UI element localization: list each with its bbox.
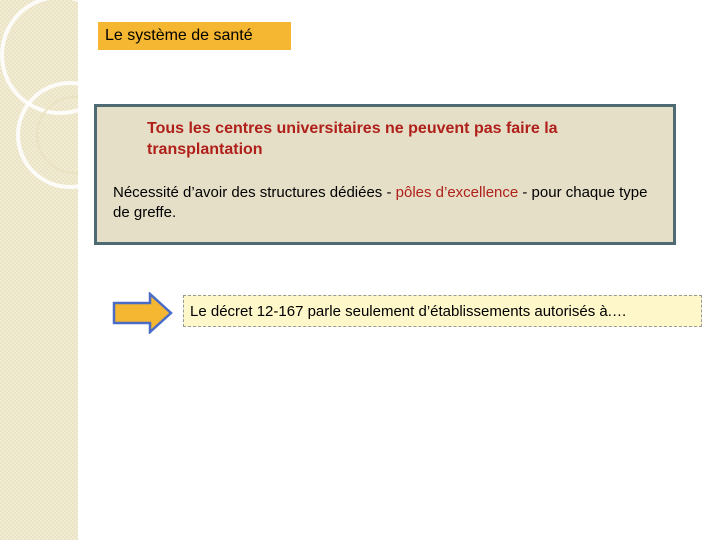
body-text-part1: Nécessité d’avoir des structures dédiées - [113,184,396,201]
main-body-text [113,183,653,223]
body-text-part2: - pour chaque type de greffe. [113,184,648,221]
right-arrow-icon [112,292,174,334]
main-content-box [94,104,676,245]
decorative-circles [0,0,78,540]
decorative-side-strip [0,0,78,540]
slide-title: Le système de santé [98,22,291,50]
body-text-highlight: pôles d’excellence [395,184,519,201]
main-heading: Tous les centres universitaires ne peuvent pas faire la transplantation [147,120,558,158]
decree-note: Le décret 12-167 parle seulement d’établissements autorisés à.… [183,295,702,327]
